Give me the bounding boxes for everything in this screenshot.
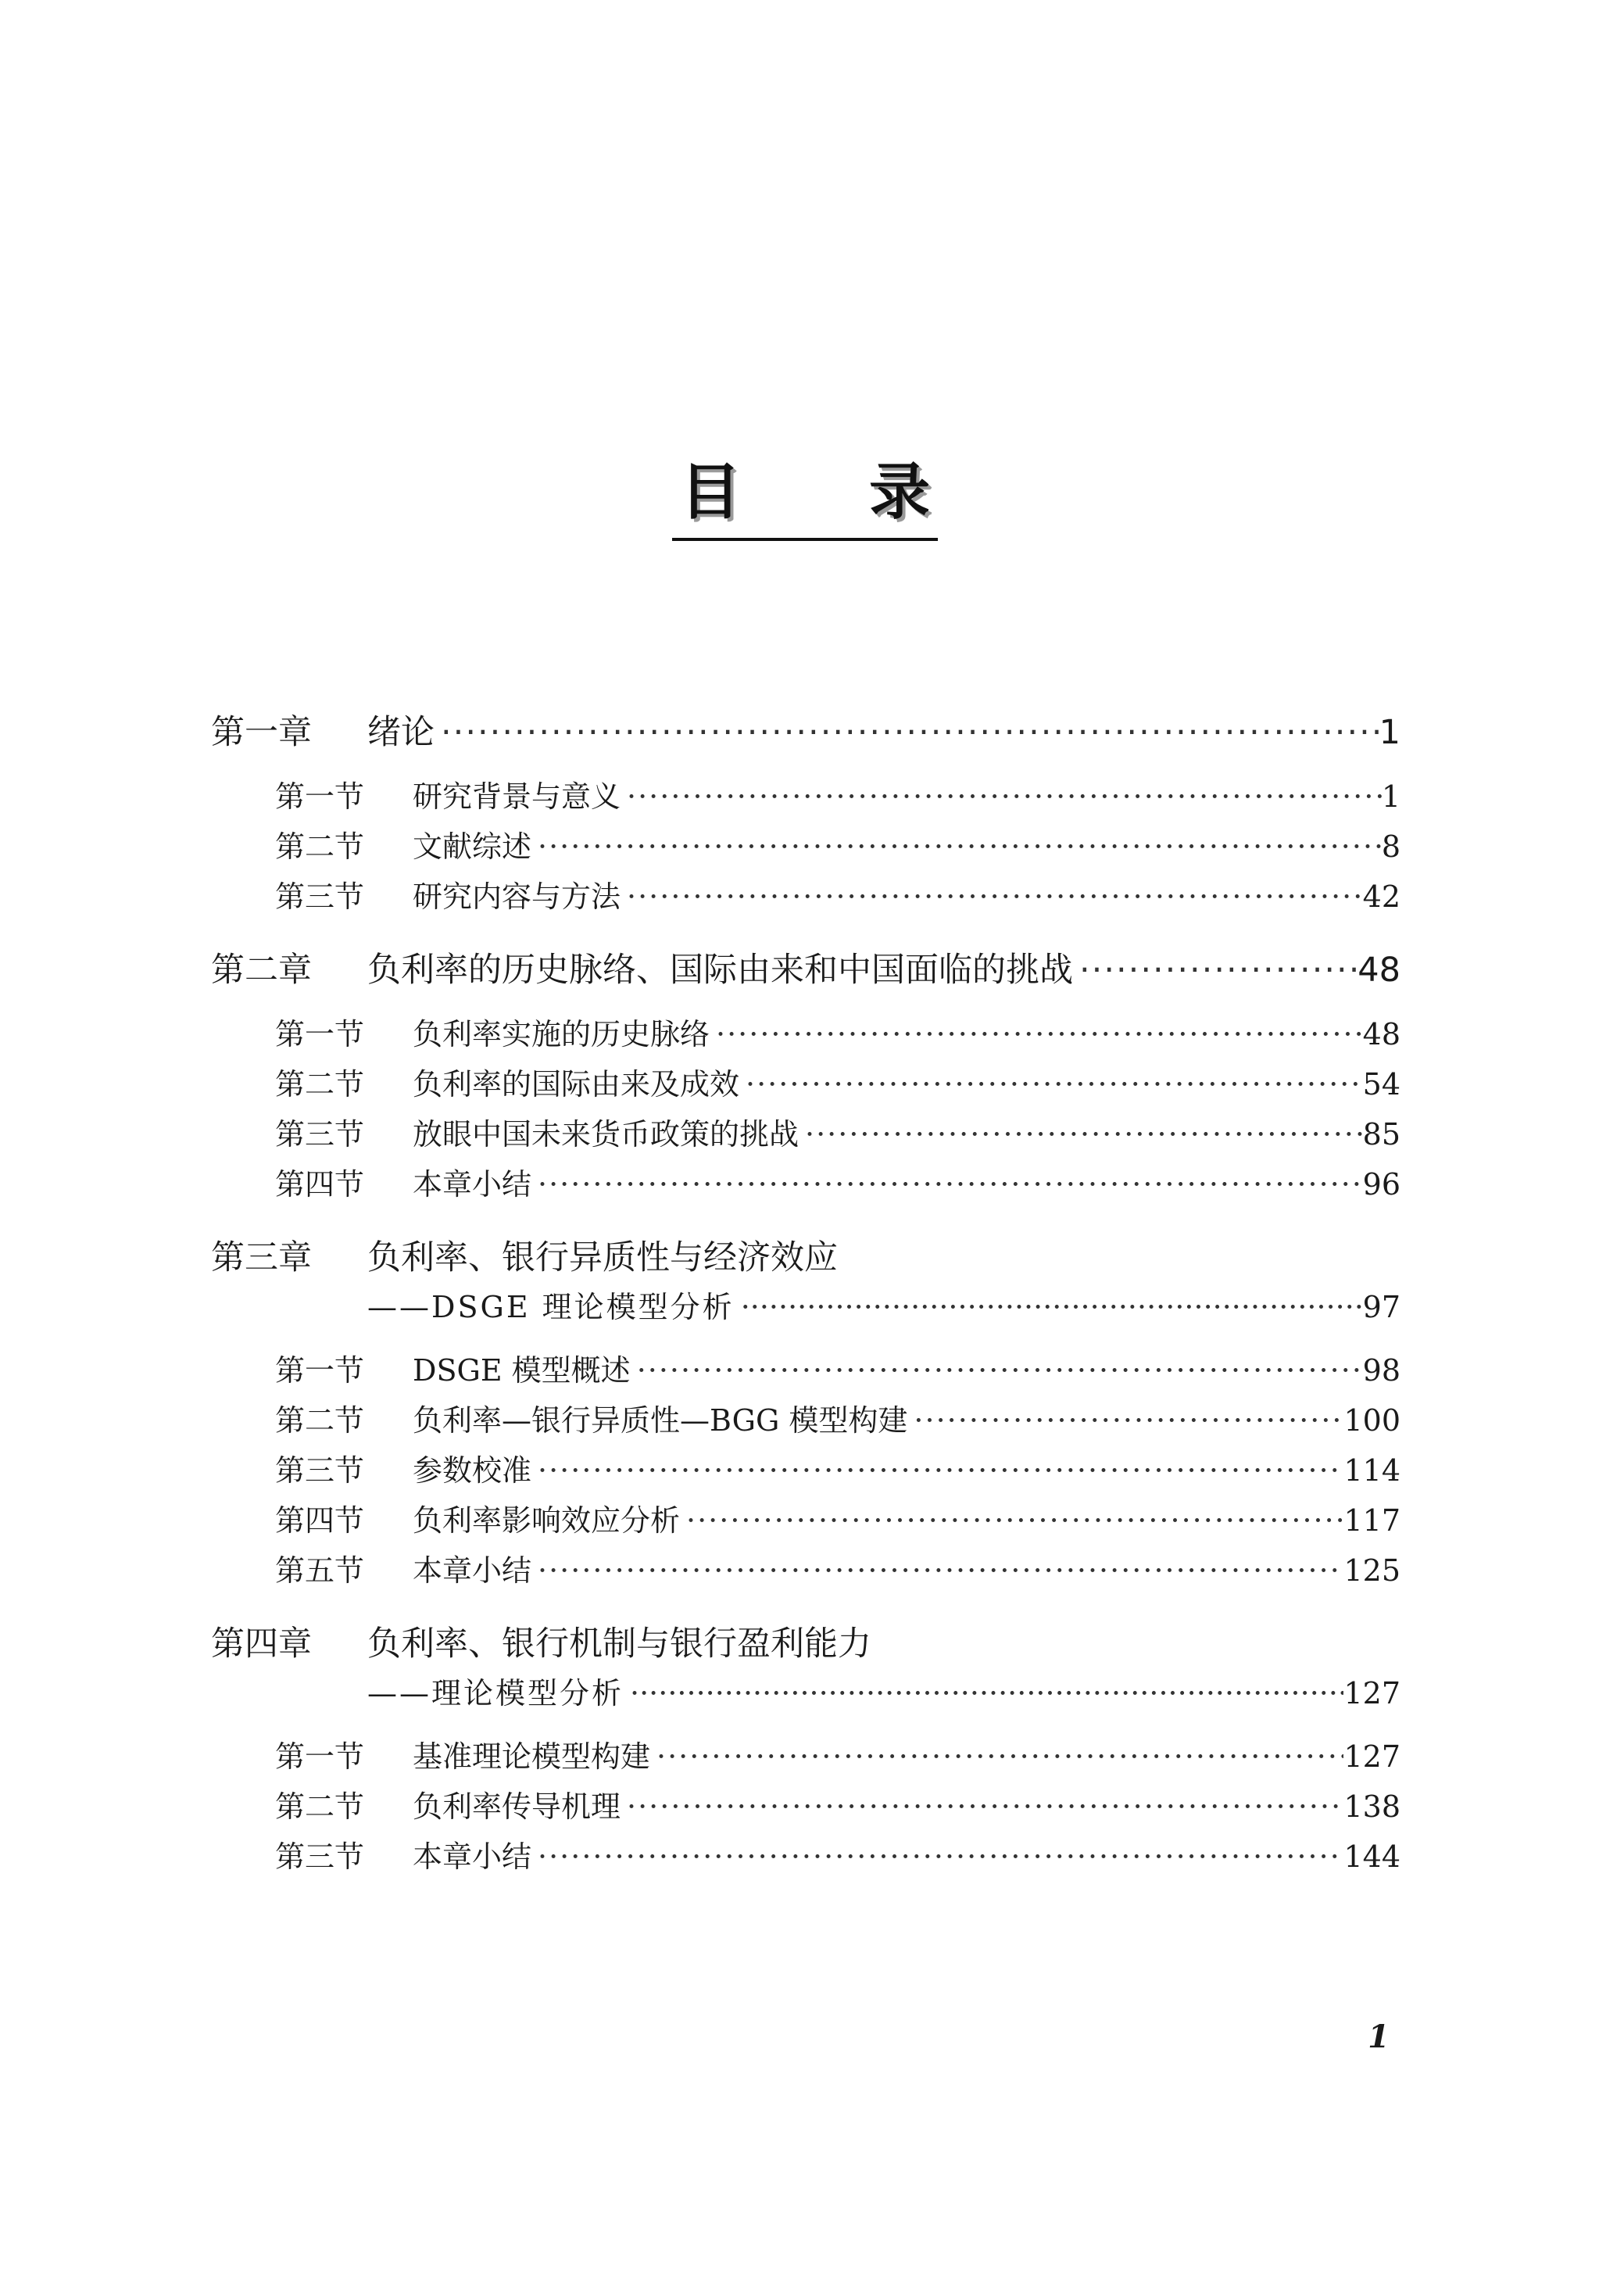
toc-chapter-1[interactable]	[211, 707, 1400, 758]
page-number: 97	[1362, 1290, 1400, 1324]
section-label: 第二节	[275, 1067, 365, 1101]
section-title: 负利率—银行异质性—BGG 模型构建	[413, 1403, 908, 1438]
toc-section[interactable]	[211, 1782, 1400, 1832]
table-of-contents	[211, 707, 1400, 1882]
page-number: 114	[1343, 1453, 1400, 1488]
toc-section[interactable]	[211, 1832, 1400, 1882]
section-label: 第一节	[275, 1353, 365, 1388]
section-label: 第一节	[275, 779, 365, 814]
toc-section[interactable]	[211, 1059, 1400, 1109]
leader-dots	[907, 1395, 1343, 1445]
title-char-2: 录	[868, 457, 930, 528]
chapter-label: 第三章	[211, 1238, 312, 1277]
chapter-label: 第二章	[211, 951, 312, 990]
toc-title-block	[672, 453, 938, 541]
leader-dots	[531, 822, 1382, 872]
leader-dots	[710, 1009, 1363, 1059]
section-title: 本章小结	[413, 1167, 532, 1202]
leader-dots	[631, 1345, 1363, 1395]
leader-dots	[435, 707, 1379, 758]
section-label: 第一节	[275, 1017, 365, 1051]
section-title: 放眼中国未来货币政策的挑战	[413, 1117, 799, 1152]
leader-dots	[624, 1669, 1343, 1718]
toc-section[interactable]	[211, 1109, 1400, 1159]
chapter-title: 绪论	[367, 713, 435, 752]
toc-section[interactable]	[211, 1546, 1400, 1596]
page-number: 8	[1381, 829, 1400, 864]
toc-section[interactable]	[211, 872, 1400, 922]
section-label: 第三节	[275, 1117, 365, 1152]
page-number: 117	[1343, 1503, 1400, 1538]
toc-chapter-subtitle[interactable]	[211, 1669, 1400, 1718]
section-title: 本章小结	[413, 1839, 532, 1874]
title-underline	[672, 538, 938, 541]
toc-section[interactable]	[211, 1159, 1400, 1209]
section-label: 第二节	[275, 1403, 365, 1438]
section-label: 第二节	[275, 829, 365, 864]
section-label: 第四节	[275, 1503, 365, 1538]
toc-section[interactable]	[211, 1009, 1400, 1059]
toc-section[interactable]	[211, 1445, 1400, 1495]
page-number: 100	[1343, 1403, 1400, 1438]
page-number: 54	[1362, 1067, 1400, 1101]
toc-section[interactable]	[211, 822, 1400, 872]
leader-dots	[621, 1782, 1343, 1832]
leader-dots	[621, 872, 1363, 922]
section-title: 基准理论模型构建	[413, 1739, 651, 1774]
toc-section[interactable]	[211, 1495, 1400, 1546]
page-number: 1	[1379, 713, 1400, 752]
section-label: 第一节	[275, 1739, 365, 1774]
section-title: 本章小结	[413, 1553, 532, 1588]
page-number: 1	[1381, 779, 1400, 814]
section-title: 参数校准	[413, 1453, 532, 1488]
page-number: 98	[1362, 1353, 1400, 1388]
page-number: 127	[1343, 1676, 1400, 1710]
section-label: 第五节	[275, 1553, 365, 1588]
leader-dots	[799, 1109, 1363, 1159]
leader-dots	[739, 1059, 1363, 1109]
page-number: 85	[1362, 1117, 1400, 1152]
chapter-title: 负利率、银行异质性与经济效应	[367, 1238, 838, 1277]
leader-dots	[621, 772, 1382, 822]
page-number: 138	[1343, 1789, 1400, 1824]
section-title: 研究内容与方法	[413, 879, 621, 914]
section-title: 负利率影响效应分析	[413, 1503, 681, 1538]
section-label: 第三节	[275, 879, 365, 914]
page-number: 144	[1343, 1839, 1400, 1874]
page-number: 125	[1343, 1553, 1400, 1588]
section-title: 研究背景与意义	[413, 779, 621, 814]
leader-dots	[531, 1159, 1363, 1209]
page-number: 48	[1358, 951, 1400, 990]
chapter-title: 负利率、银行机制与银行盈利能力	[367, 1624, 871, 1664]
page-title	[672, 453, 938, 532]
section-title: 文献综述	[413, 829, 532, 864]
toc-chapter-2[interactable]	[211, 945, 1400, 995]
leader-dots	[531, 1546, 1343, 1596]
toc-section[interactable]	[211, 1345, 1400, 1395]
page-number: 96	[1362, 1167, 1400, 1202]
chapter-title: 负利率的历史脉络、国际由来和中国面临的挑战	[367, 951, 1073, 990]
leader-dots	[650, 1732, 1343, 1782]
page-number: 127	[1343, 1739, 1400, 1774]
leader-dots	[531, 1445, 1343, 1495]
section-title: DSGE 模型概述	[413, 1353, 631, 1388]
leader-dots	[680, 1495, 1343, 1546]
page-number: 48	[1362, 1017, 1400, 1051]
section-label: 第四节	[275, 1167, 365, 1202]
section-label: 第二节	[275, 1789, 365, 1824]
section-title: 负利率的国际由来及成效	[413, 1067, 740, 1101]
section-title: 负利率实施的历史脉络	[413, 1017, 710, 1051]
leader-dots	[531, 1832, 1343, 1882]
toc-chapter-subtitle[interactable]	[211, 1283, 1400, 1331]
toc-section[interactable]	[211, 1732, 1400, 1782]
leader-dots	[1073, 945, 1358, 995]
page-folio: 1	[1368, 2018, 1390, 2055]
leader-dots	[735, 1283, 1363, 1331]
chapter-label: 第一章	[211, 713, 312, 752]
chapter-subtitle: ——DSGE 理论模型分析	[367, 1290, 735, 1324]
section-label: 第三节	[275, 1839, 365, 1874]
toc-chapter-3[interactable]	[211, 1233, 1400, 1283]
toc-section[interactable]	[211, 772, 1400, 822]
toc-chapter-4[interactable]	[211, 1619, 1400, 1669]
chapter-subtitle: ——理论模型分析	[367, 1676, 624, 1710]
section-title: 负利率传导机理	[413, 1789, 621, 1824]
title-char-1: 目	[680, 457, 742, 528]
chapter-label: 第四章	[211, 1624, 312, 1664]
toc-section[interactable]	[211, 1395, 1400, 1445]
page-number: 42	[1362, 879, 1400, 914]
section-label: 第三节	[275, 1453, 365, 1488]
